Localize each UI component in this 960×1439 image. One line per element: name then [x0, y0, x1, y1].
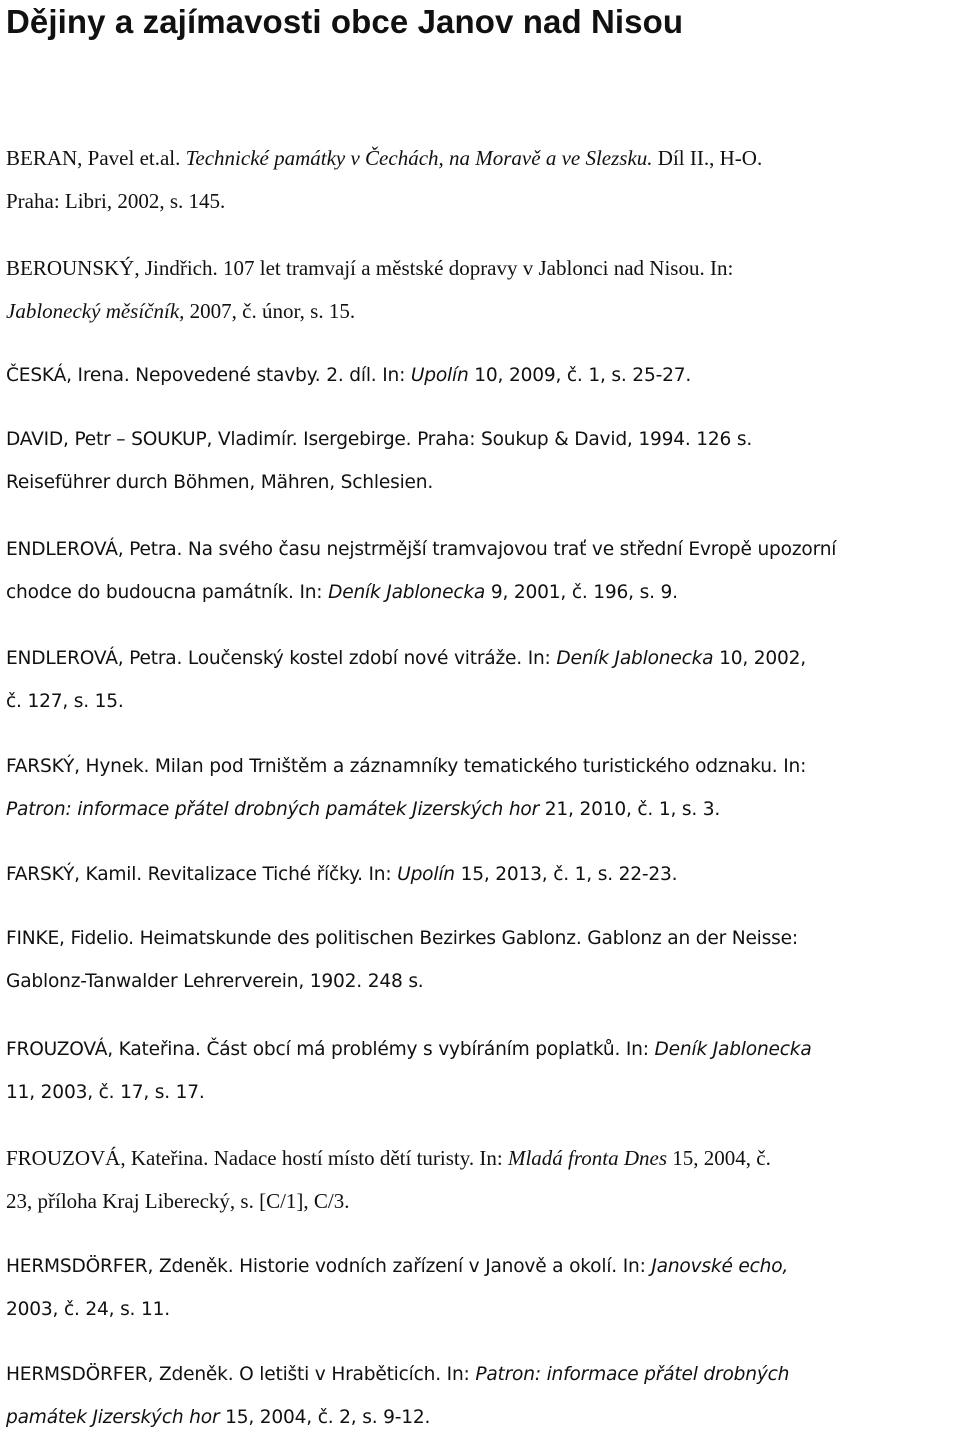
citation-text: chodce do budoucna památník. In:: [6, 582, 329, 603]
entry-line: [6, 247, 956, 290]
citation-text: ENDLEROVÁ, Petra. Loučenský kostel zdobí nové vitráže. In:: [6, 648, 557, 669]
citation-text: Gablonz-Tanwalder Lehrerverein, 1902. 248 s.: [6, 971, 424, 992]
publication-title: Janovské echo,: [651, 1256, 789, 1277]
bibliography-entry: [6, 137, 956, 223]
bibliography-entry: [6, 853, 956, 896]
citation-text: 21, 2010, č. 1, s. 3.: [539, 799, 721, 820]
publication-title: památek Jizerských hor: [6, 1407, 220, 1428]
entry-line: [6, 1137, 956, 1180]
citation-text: DAVID, Petr – SOUKUP, Vladimír. Isergebirge. Praha: Soukup & David, 1994. 126 s.: [6, 429, 753, 450]
bibliography-entry: [6, 354, 956, 397]
citation-text: ENDLEROVÁ, Petra. Na svého času nejstrmější tramvajovou trať ve střední Evropě upozorní: [6, 539, 837, 560]
citation-text: 9, 2001, č. 196, s. 9.: [485, 582, 678, 603]
publication-title: Jablonecký měsíčník,: [6, 299, 185, 323]
publication-title: Patron: informace přátel drobných památek Jizerských hor: [6, 799, 540, 820]
entry-line: [6, 788, 956, 831]
citation-text: 15, 2004, č. 2, s. 9-12.: [219, 1407, 431, 1428]
citation-text: 23, příloha Kraj Liberecký, s. [C/1], C/3.: [6, 1189, 350, 1213]
bibliography-entry: [6, 917, 956, 1003]
citation-text: HERMSDÖRFER, Zdeněk. Historie vodních zařízení v Janově a okolí. In:: [6, 1256, 652, 1277]
bibliography-entry: [6, 637, 956, 723]
citation-text: 11, 2003, č. 17, s. 17.: [6, 1082, 205, 1103]
entry-line: [6, 680, 956, 723]
publication-title: Deník Jablonecka: [328, 582, 486, 603]
page-title: Dějiny a zajímavosti obce Janov nad Nisou: [6, 3, 684, 40]
bibliography-entry: [6, 418, 956, 504]
citation-text: 15, 2004, č.: [667, 1146, 771, 1170]
entry-line: [6, 960, 956, 1003]
bibliography-entry: [6, 1137, 956, 1223]
entry-line: [6, 528, 956, 571]
publication-title: Deník Jablonecka: [556, 648, 714, 669]
publication-title: Deník Jablonecka: [654, 1039, 812, 1060]
entry-line: [6, 745, 956, 788]
citation-text: ČESKÁ, Irena. Nepovedené stavby. 2. díl. In:: [6, 365, 411, 386]
publication-title: Upolín: [410, 365, 469, 386]
citation-text: HERMSDÖRFER, Zdeněk. O letišti v Hraběticích. In:: [6, 1364, 476, 1385]
citation-text: FROUZOVÁ, Kateřina. Část obcí má problémy s vybíráním poplatků. In:: [6, 1039, 655, 1060]
entry-line: [6, 1396, 956, 1439]
citation-text: FARSKÝ, Hynek. Milan pod Trništěm a záznamníky tematického turistického odznaku. In:: [6, 756, 807, 777]
bibliography-entry: [6, 1028, 956, 1114]
entry-line: [6, 461, 956, 504]
entry-line: [6, 917, 956, 960]
bibliography-entry: [6, 528, 956, 614]
citation-text: 2007, č. únor, s. 15.: [184, 299, 356, 323]
citation-text: č. 127, s. 15.: [6, 691, 124, 712]
entry-line: [6, 137, 956, 180]
bibliography-entry: [6, 1245, 956, 1331]
bibliography-entry: [6, 1353, 956, 1439]
entry-line: [6, 1028, 956, 1071]
entry-line: [6, 354, 956, 397]
citation-text: Reiseführer durch Böhmen, Mähren, Schlesien.: [6, 472, 434, 493]
entry-line: [6, 853, 956, 896]
citation-text: Díl II., H-O.: [652, 146, 763, 170]
citation-text: FINKE, Fidelio. Heimatskunde des politischen Bezirkes Gablonz. Gablonz an der Neisse:: [6, 928, 798, 949]
entry-line: [6, 1071, 956, 1114]
citation-text: 15, 2013, č. 1, s. 22-23.: [454, 864, 678, 885]
publication-title: Patron: informace přátel drobných: [475, 1364, 790, 1385]
citation-text: FARSKÝ, Kamil. Revitalizace Tiché říčky. In:: [6, 864, 398, 885]
entry-line: [6, 180, 956, 223]
citation-text: FROUZOVÁ, Kateřina. Nadace hostí místo dětí turisty. In:: [6, 1146, 508, 1170]
citation-text: 10, 2002,: [713, 648, 806, 669]
publication-title: Mladá fronta Dnes: [507, 1146, 668, 1170]
publication-title: Technické památky v Čechách, na Moravě a ve Slezsku.: [185, 146, 653, 170]
entry-line: [6, 418, 956, 461]
entry-line: [6, 1180, 956, 1223]
entry-line: [6, 290, 956, 333]
entry-line: [6, 1245, 956, 1288]
entry-line: [6, 637, 956, 680]
publication-title: Upolín: [397, 864, 455, 885]
citation-text: 10, 2009, č. 1, s. 25-27.: [468, 365, 692, 386]
citation-text: BERAN, Pavel et.al.: [6, 146, 186, 170]
citation-text: BEROUNSKÝ, Jindřich. 107 let tramvají a městské dopravy v Jablonci nad Nisou. In:: [6, 256, 734, 280]
citation-text: Praha: Libri, 2002, s. 145.: [6, 189, 226, 213]
entry-line: [6, 571, 956, 614]
bibliography-entry: [6, 745, 956, 831]
entry-line: [6, 1288, 956, 1331]
citation-text: 2003, č. 24, s. 11.: [6, 1299, 170, 1320]
bibliography-entry: [6, 247, 956, 333]
entry-line: [6, 1353, 956, 1396]
